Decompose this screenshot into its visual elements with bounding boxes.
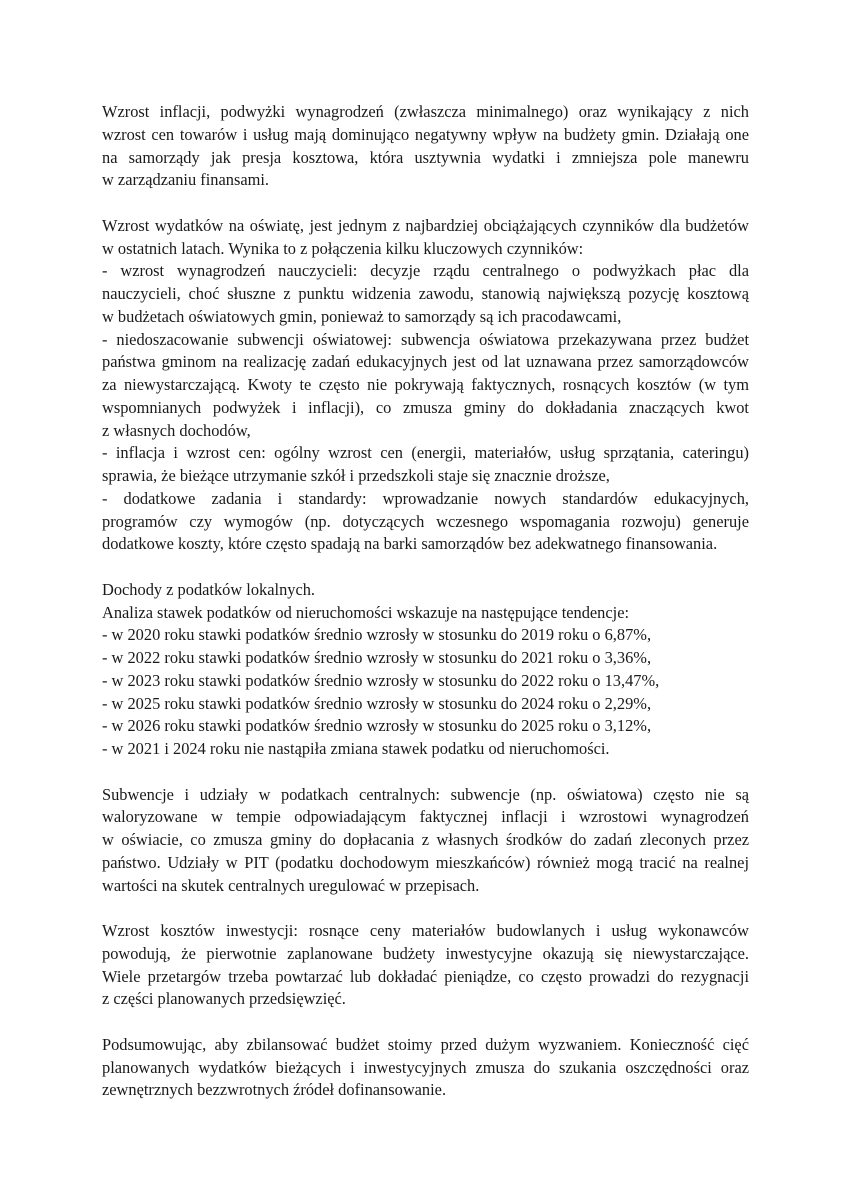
list-item-line: państwa gminom na realizację zadań edukacyjnych jest od lat uznawana przez samorządowców bbox=[102, 352, 749, 372]
list-item-line: z własnych dochodów, bbox=[102, 420, 251, 440]
list-item-line: - w 2021 i 2024 roku nie nastąpiła zmiana stawek podatku od nieruchomości. bbox=[102, 739, 610, 758]
text-line: planowanych wydatków bieżących i inwestycyjnych zmusza do szukania oszczędności oraz bbox=[102, 1057, 749, 1077]
text-line: państwo. Udziały w PIT (podatku dochodowym mieszkańców) również mogą tracić na realnej bbox=[102, 852, 749, 872]
text-line: na samorządy jak presja kosztowa, która usztywnia wydatki i zmniejsza pole manewru bbox=[102, 147, 749, 167]
text-line: w oświacie, co zmusza gminy do dopłacania z własnych środków do zadań zleconych przez bbox=[102, 830, 749, 849]
text-line: wartości na skutek centralnych uregulować w przepisach. bbox=[102, 875, 480, 895]
paragraph-investment-costs bbox=[102, 920, 749, 1011]
list-item-line: programów czy wymogów (np. dotyczących wczesnego wspomagania rozwoju) generuje bbox=[102, 511, 749, 531]
list-item-line: nauczycieli, choć słuszne z punktu widzenia zawodu, stanowią największą pozycję kosztową bbox=[102, 284, 749, 303]
list-item-line: w budżetach oświatowych gmin, ponieważ to samorządy są ich pracodawcami, bbox=[102, 306, 622, 326]
paragraph-subsidies bbox=[102, 784, 749, 898]
list-item-line: sprawia, że bieżące utrzymanie szkół i przedszkoli staje się znacznie droższe, bbox=[102, 466, 610, 485]
paragraph-education-spending bbox=[102, 215, 749, 556]
list-item-line: za niewystarczającą. Kwoty te często nie pokrywają faktycznych, rosnących kosztów (w tym bbox=[102, 375, 749, 394]
list-item-line: - w 2025 roku stawki podatków średnio wzrosły w stosunku do 2024 roku o 2,29%, bbox=[102, 693, 652, 713]
list-item-line: - niedoszacowanie subwencji oświatowej: subwencja oświatowa przekazywana przez budżet bbox=[102, 329, 749, 349]
list-item-line: - inflacja i wzrost cen: ogólny wzrost cen (energii, materiałów, usług sprzątania, cateringu) bbox=[102, 443, 749, 463]
text-line: w ostatnich latach. Wynika to z połączenia kilku kluczowych czynników: bbox=[102, 238, 584, 258]
text-line: waloryzowane w tempie odpowiadającym faktycznej inflacji i wzrostowi wynagrodzeń bbox=[102, 807, 749, 827]
text-line: powodują, że pierwotnie zaplanowane budżety inwestycyjne okazują się niewystarczające. bbox=[102, 943, 749, 963]
text-line: Podsumowując, aby zbilansować budżet stoimy przed dużym wyzwaniem. Konieczność cięć bbox=[102, 1034, 749, 1054]
paragraph-local-taxes bbox=[102, 579, 749, 761]
paragraph-inflation-intro bbox=[102, 101, 749, 192]
list-item-line: - w 2022 roku stawki podatków średnio wzrosły w stosunku do 2021 roku o 3,36%, bbox=[102, 648, 652, 667]
text-line: Wzrost wydatków na oświatę, jest jednym z najbardziej obciążających czynników dla budżetów bbox=[102, 215, 749, 235]
list-item-line: - w 2020 roku stawki podatków średnio wzrosły w stosunku do 2019 roku o 6,87%, bbox=[102, 625, 652, 645]
text-line: Wzrost inflacji, podwyżki wynagrodzeń (zwłaszcza minimalnego) oraz wynikający z nich bbox=[102, 102, 749, 121]
text-line: Wzrost kosztów inwestycji: rosnące ceny materiałów budowlanych i usług wykonawców bbox=[102, 921, 749, 940]
text-line: z części planowanych przedsięwzięć. bbox=[102, 989, 346, 1009]
list-item-line: - w 2026 roku stawki podatków średnio wzrosły w stosunku do 2025 roku o 3,12%, bbox=[102, 716, 652, 736]
text-line: w zarządzaniu finansami. bbox=[102, 170, 270, 190]
list-item-line: - dodatkowe zadania i standardy: wprowadzanie nowych standardów edukacyjnych, bbox=[102, 488, 749, 508]
document-page bbox=[102, 101, 749, 1125]
paragraph-summary bbox=[102, 1034, 749, 1102]
text-line: Subwencje i udziały w podatkach centralnych: subwencje (np. oświatowa) często nie są bbox=[102, 784, 749, 804]
list-item-line: - w 2023 roku stawki podatków średnio wzrosły w stosunku do 2022 roku o 13,47%, bbox=[102, 670, 660, 690]
list-item-line: dodatkowe koszty, które często spadają na barki samorządów bez adekwatnego finansowania. bbox=[102, 534, 718, 554]
list-item-line: - wzrost wynagrodzeń nauczycieli: decyzje rządu centralnego o podwyżkach płac dla bbox=[102, 261, 749, 281]
section-heading: Dochody z podatków lokalnych. bbox=[102, 579, 316, 599]
text-line: Analiza stawek podatków od nieruchomości wskazuje na następujące tendencje: bbox=[102, 602, 630, 622]
list-item-line: wspomnianych podwyżek i inflacji), co zmusza gminy do dokładania znaczących kwot bbox=[102, 397, 749, 417]
text-line: Wiele przetargów trzeba powtarzać lub dokładać pieniądze, co często prowadzi do rezygnacji bbox=[102, 966, 749, 986]
text-line: wzrost cen towarów i usług mają dominująco negatywny wpływ na budżety gmin. Działają one bbox=[102, 124, 749, 144]
text-line: zewnętrznych bezzwrotnych źródeł dofinansowanie. bbox=[102, 1080, 447, 1100]
